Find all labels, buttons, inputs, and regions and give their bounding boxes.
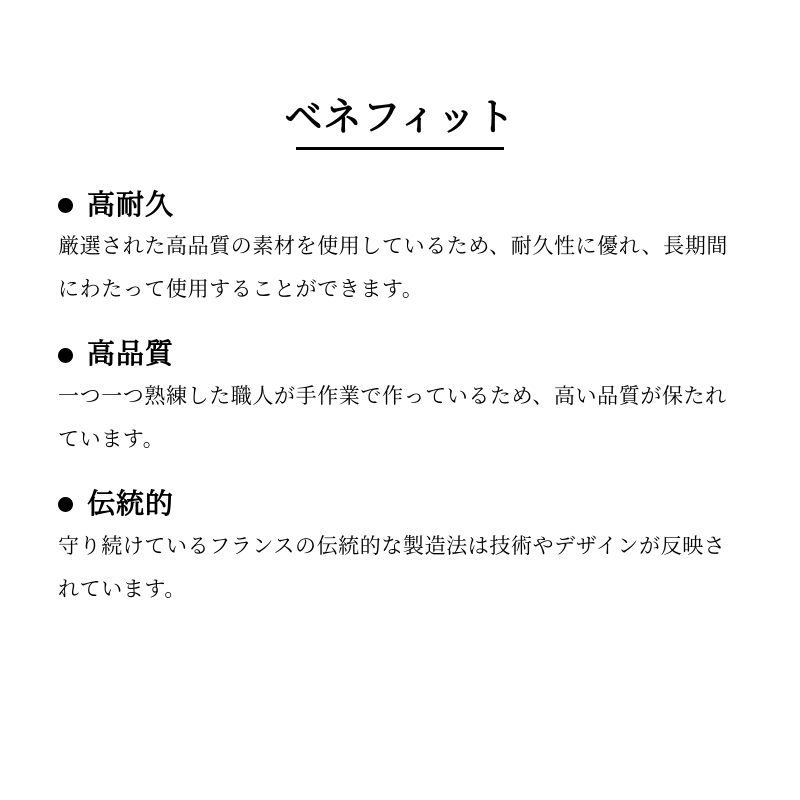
benefit-body-1: 厳選された高品質の素材を使用しているため、耐久性に優れ、長期間にわたって使用することができます。 <box>58 235 729 302</box>
benefit-section-1 <box>58 188 742 312</box>
benefit-section-3 <box>58 487 742 611</box>
bullet-icon <box>58 348 73 363</box>
title-underline <box>296 147 504 150</box>
benefit-heading-1 <box>58 188 742 222</box>
benefit-heading-label: 高耐久 <box>87 188 175 220</box>
benefit-section-2 <box>58 337 742 461</box>
bullet-icon <box>58 497 73 512</box>
page-title: ベネフィット <box>284 97 516 139</box>
benefit-body-3: 守り続けているフランスの伝統的な製造法は技術やデザインが反映されています。 <box>58 534 726 601</box>
bullet-icon <box>58 198 73 213</box>
benefit-heading-label: 高品質 <box>87 338 175 370</box>
benefit-heading-2 <box>58 337 742 371</box>
benefit-heading-3 <box>58 487 742 521</box>
benefit-body-2: 一つ一つ熟練した職人が手作業で作っているため、高い品質が保たれています。 <box>58 385 727 452</box>
benefit-heading-label: 伝統的 <box>87 488 175 520</box>
